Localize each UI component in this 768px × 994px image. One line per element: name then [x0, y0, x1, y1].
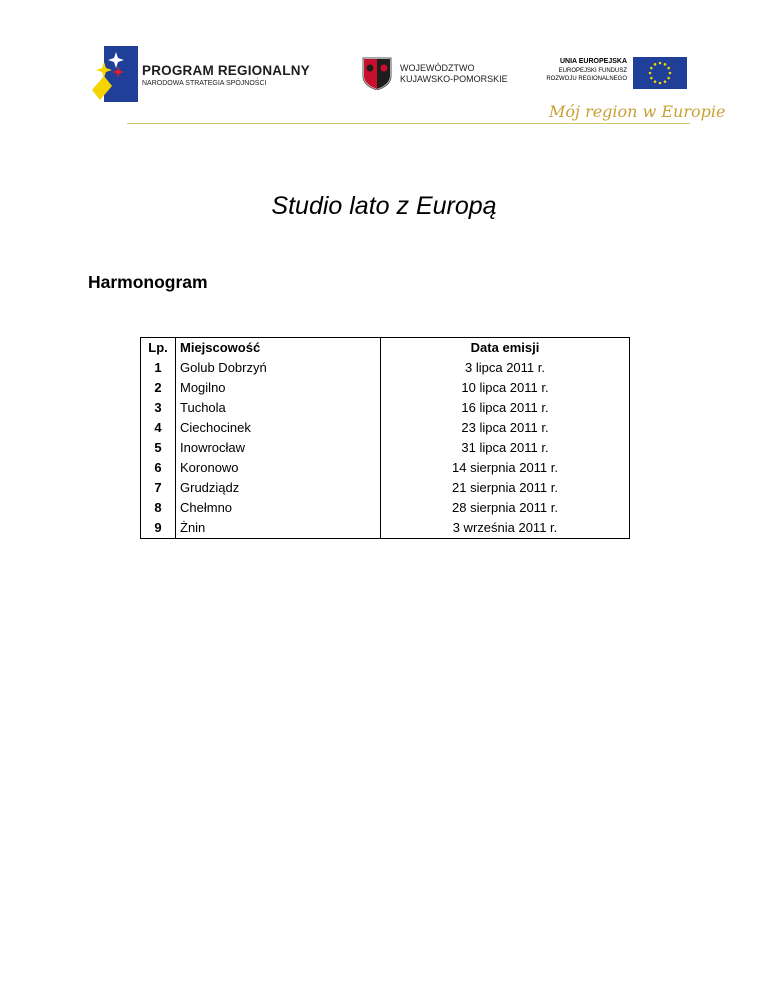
- eu-fund-line-2: ROZWOJU REGIONALNEGO: [546, 76, 627, 82]
- eu-star-icon: [664, 63, 667, 66]
- table-row: [141, 358, 630, 378]
- table-row: [141, 478, 630, 498]
- table-row: [141, 498, 630, 518]
- row-num: 4: [141, 418, 176, 438]
- table-row: [141, 458, 630, 478]
- row-city: Koronowo: [176, 458, 381, 478]
- table-row: [141, 378, 630, 398]
- kujawsko-pomorskie-crest-icon: [361, 56, 393, 90]
- eu-star-icon: [649, 72, 652, 75]
- row-date: 10 lipca 2011 r.: [381, 378, 630, 398]
- row-date: 16 lipca 2011 r.: [381, 398, 630, 418]
- eu-label: UNIA EUROPEJSKA: [559, 58, 627, 65]
- row-city: Grudziądz: [176, 478, 381, 498]
- program-regionalny-logo: [92, 46, 138, 102]
- row-num: 2: [141, 378, 176, 398]
- eu-star-icon: [650, 77, 653, 80]
- row-num: 3: [141, 398, 176, 418]
- row-date: 3 września 2011 r.: [381, 518, 630, 539]
- header-date: Data emisji: [381, 338, 630, 359]
- table-row: [141, 418, 630, 438]
- eu-star-icon: [667, 77, 670, 80]
- row-num: 6: [141, 458, 176, 478]
- eu-star-icon: [659, 62, 662, 65]
- row-city: Ciechocinek: [176, 418, 381, 438]
- eu-star-icon: [654, 80, 657, 83]
- row-num: 5: [141, 438, 176, 458]
- row-num: 8: [141, 498, 176, 518]
- eu-fund-line-1: EUROPEJSKI FUNDUSZ: [558, 68, 627, 74]
- document-header: [0, 0, 768, 140]
- eu-star-icon: [659, 82, 662, 85]
- row-date: 31 lipca 2011 r.: [381, 438, 630, 458]
- table-row: [141, 438, 630, 458]
- table-header-row: [141, 338, 630, 359]
- table-row: [141, 518, 630, 539]
- program-subtitle: NARODOWA STRATEGIA SPÓJNOŚCI: [142, 80, 267, 87]
- eu-flag-icon: [633, 57, 687, 89]
- row-num: 9: [141, 518, 176, 539]
- eu-star-icon: [669, 72, 672, 75]
- row-date: 23 lipca 2011 r.: [381, 418, 630, 438]
- header-num: Lp.: [141, 338, 176, 359]
- row-date: 28 sierpnia 2011 r.: [381, 498, 630, 518]
- row-city: Żnin: [176, 518, 381, 539]
- row-date: 3 lipca 2011 r.: [381, 358, 630, 378]
- document-subtitle: Harmonogram: [88, 272, 208, 292]
- row-city: Inowrocław: [176, 438, 381, 458]
- row-date: 21 sierpnia 2011 r.: [381, 478, 630, 498]
- program-title: PROGRAM REGIONALNY: [142, 63, 310, 78]
- row-city: Mogilno: [176, 378, 381, 398]
- document-title: Studio lato z Europą: [271, 192, 497, 220]
- row-city: Golub Dobrzyń: [176, 358, 381, 378]
- voivodeship-line-1: WOJEWÓDZTWO: [400, 63, 475, 73]
- motto: Mój region w Europie: [549, 102, 726, 121]
- schedule-table: [140, 337, 630, 539]
- header-divider: [127, 123, 690, 124]
- header-city: Miejscowość: [176, 338, 381, 359]
- voivodeship-line-2: KUJAWSKO-POMORSKIE: [400, 74, 508, 84]
- eu-star-icon: [650, 67, 653, 70]
- row-city: Chełmno: [176, 498, 381, 518]
- row-city: Tuchola: [176, 398, 381, 418]
- row-num: 1: [141, 358, 176, 378]
- row-date: 14 sierpnia 2011 r.: [381, 458, 630, 478]
- table-row: [141, 398, 630, 418]
- eu-star-icon: [654, 63, 657, 66]
- eu-star-icon: [664, 80, 667, 83]
- row-num: 7: [141, 478, 176, 498]
- eu-star-icon: [667, 67, 670, 70]
